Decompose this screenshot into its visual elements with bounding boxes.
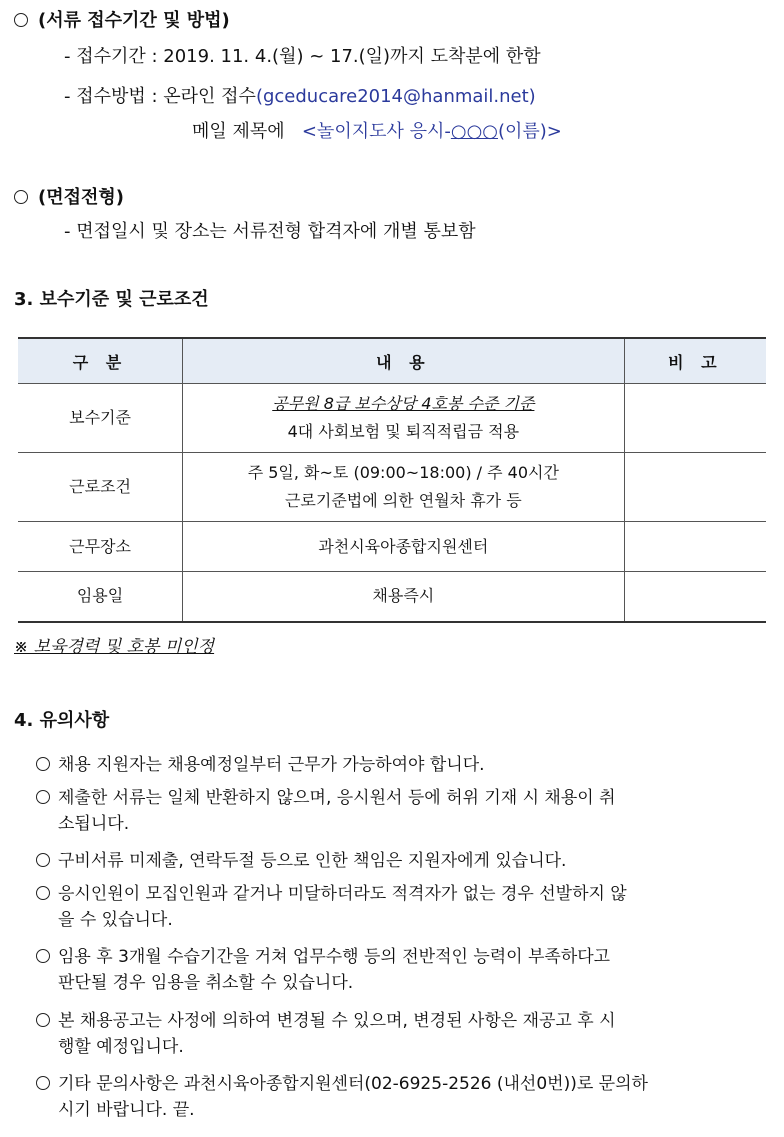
header-category: 구 분 <box>18 338 183 384</box>
table-row <box>18 522 766 572</box>
list-item: 본 채용공고는 사정에 의하여 변경될 수 있으며, 변경된 사항은 재공고 후 시 행할 예정입니다. <box>36 1009 771 1060</box>
list-item: 구비서류 미제출, 연락두절 등으로 인한 책임은 지원자에게 있습니다. <box>36 849 771 875</box>
circle-bullet-icon <box>36 757 50 771</box>
row-content: 과천시육아종합지원센터 <box>183 522 625 572</box>
circle-bullet-icon <box>14 13 28 27</box>
row-label: 근로조건 <box>18 453 183 522</box>
list-item: 응시인원이 모집인원과 같거나 미달하더라도 적격자가 없는 경우 선발하지 않 을 수 있습니다. <box>36 882 771 933</box>
mail-subject-line: 메일 제목에 <놀이지도사 응시-○○○(이름)> <box>192 121 562 142</box>
row-label: 임용일 <box>18 572 183 622</box>
row-note <box>624 453 766 522</box>
row-note <box>624 384 766 453</box>
row-content: 공무원 8급 보수상당 4호봉 수준 기준 4대 사회보험 및 퇴직적립금 적용 <box>183 384 625 453</box>
row-content: 주 5일, 화~토 (09:00~18:00) / 주 40시간 근로기준법에 의한 연월차 휴가 등 <box>183 453 625 522</box>
header-content: 내 용 <box>183 338 625 384</box>
interview-heading: (면접전형) <box>14 187 124 209</box>
list-item: 제출한 서류는 일체 반환하지 않으며, 응시원서 등에 허위 기재 시 채용이 취 소됩니다. <box>36 786 771 837</box>
row-label: 근무장소 <box>18 522 183 572</box>
list-item: 기타 문의사항은 과천시육아종합지원센터(02-6925-2526 (내선0번))로 문의하 시기 바랍니다. 끝. <box>36 1072 771 1123</box>
table-row <box>18 453 766 522</box>
circle-bullet-icon <box>36 790 50 804</box>
row-note <box>624 522 766 572</box>
row-label: 보수기준 <box>18 384 183 453</box>
circle-bullet-icon <box>36 1013 50 1027</box>
circle-bullet-icon <box>36 853 50 867</box>
circle-bullet-icon <box>36 949 50 963</box>
row-note <box>624 572 766 622</box>
table-row <box>18 384 766 453</box>
table-header-row <box>18 338 766 384</box>
circle-bullet-icon <box>36 886 50 900</box>
list-item: 채용 지원자는 채용예정일부터 근무가 가능하여야 합니다. <box>36 753 771 779</box>
interview-detail: - 면접일시 및 장소는 서류전형 합격자에 개별 통보함 <box>64 221 476 242</box>
pay-table <box>18 337 766 623</box>
email-link[interactable]: (gceducare2014@hanmail.net) <box>255 86 536 107</box>
circle-bullet-icon <box>36 1076 50 1090</box>
table-row <box>18 572 766 622</box>
footnote: ※ 보육경력 및 호봉 미인정 <box>14 637 215 657</box>
circle-bullet-icon <box>14 190 28 204</box>
intake-method: - 접수방법 : 온라인 접수(gceducare2014@hanmail.net) <box>64 86 536 107</box>
section3-title: 3. 보수기준 및 근로조건 <box>14 289 209 310</box>
section4-title: 4. 유의사항 <box>14 710 110 731</box>
intake-period: - 접수기간 : 2019. 11. 4.(월) ~ 17.(일)까지 도착분에 한함 <box>64 46 541 67</box>
row-content: 채용즉시 <box>183 572 625 622</box>
list-item: 임용 후 3개월 수습기간을 거쳐 업무수행 등의 전반적인 능력이 부족하다고 판단될 경우 임용을 취소할 수 있습니다. <box>36 945 771 996</box>
header-remarks: 비 고 <box>624 338 766 384</box>
intake-heading: (서류 접수기간 및 방법) <box>14 10 230 32</box>
